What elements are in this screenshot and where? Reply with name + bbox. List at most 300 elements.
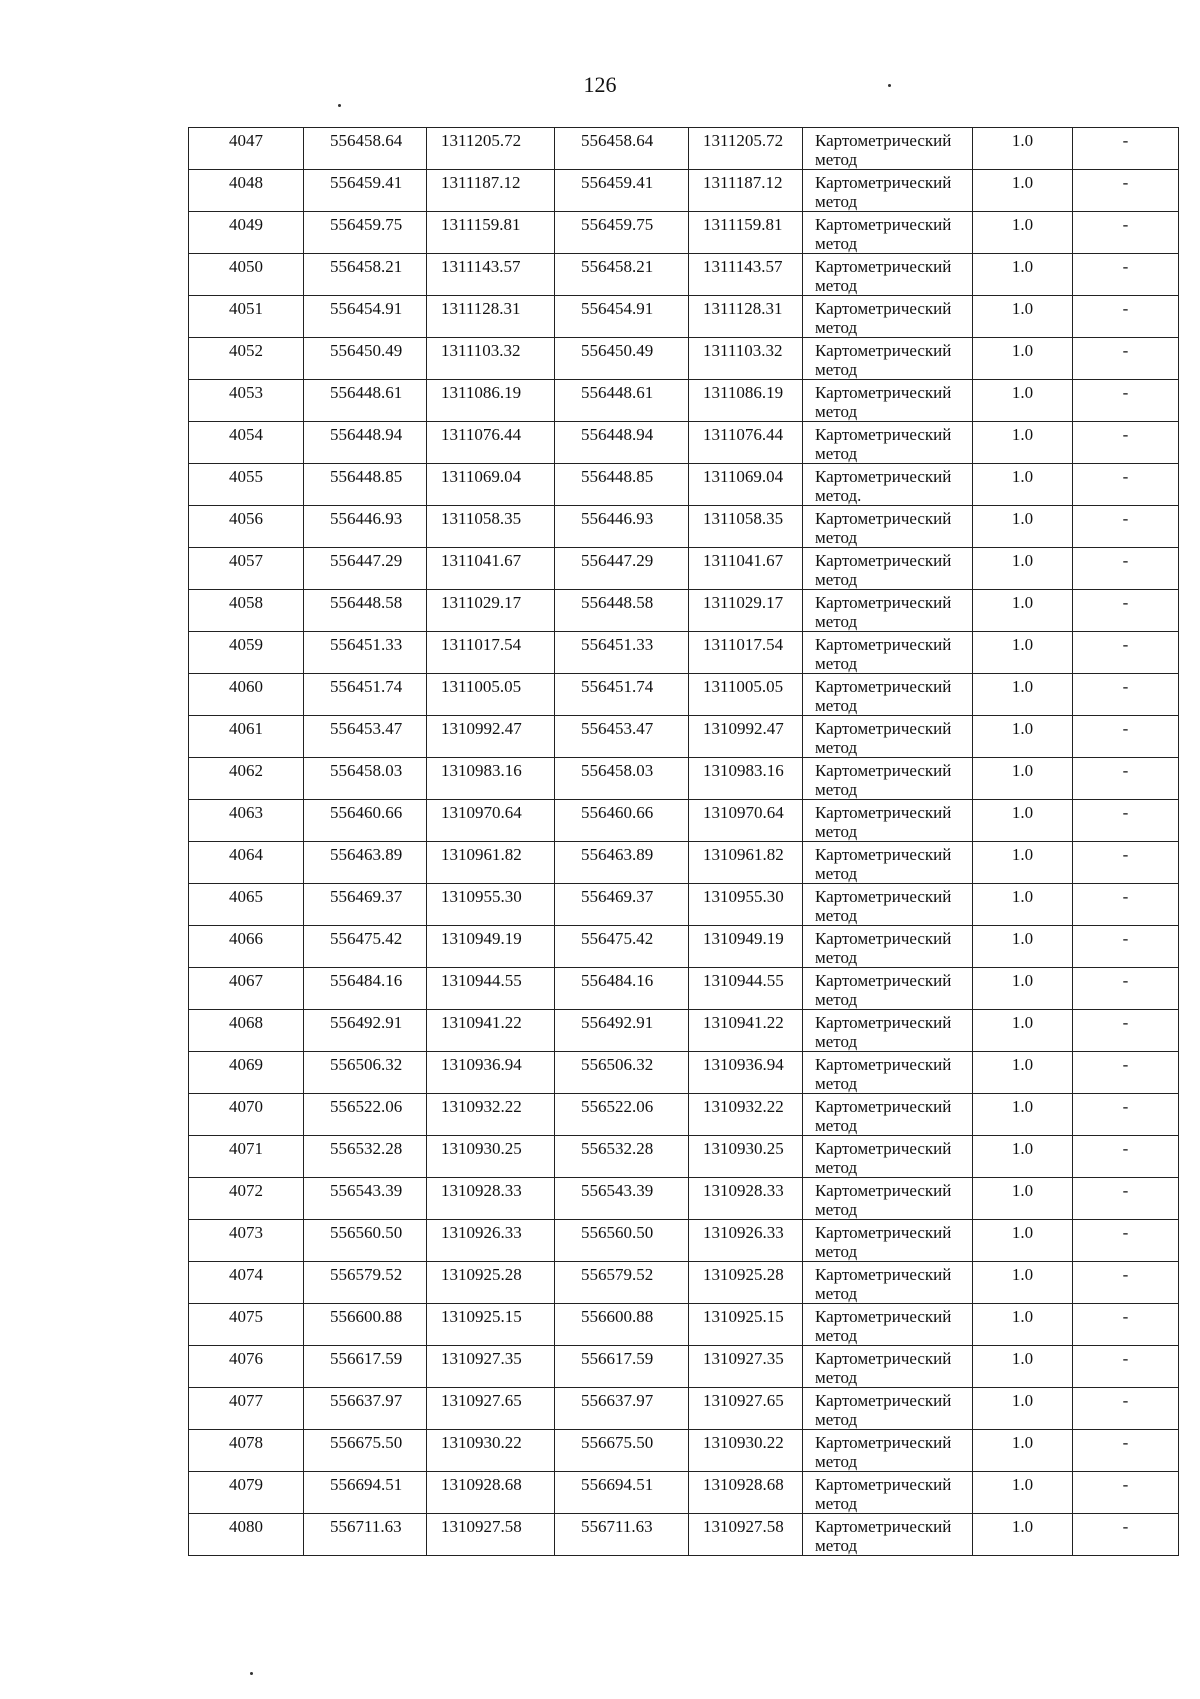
y-specified-cell: 1310944.55: [689, 968, 803, 1010]
x-existing-cell: 556446.93: [304, 506, 427, 548]
accuracy-cell: 1.0: [973, 464, 1073, 506]
accuracy-cell: 1.0: [973, 968, 1073, 1010]
x-specified-cell: 556458.03: [555, 758, 689, 800]
x-existing-cell: 556459.41: [304, 170, 427, 212]
note-cell: -: [1073, 800, 1179, 842]
note-cell: -: [1073, 128, 1179, 170]
point-number-cell: 4052: [189, 338, 304, 380]
y-specified-cell: 1310961.82: [689, 842, 803, 884]
y-specified-cell: 1311205.72: [689, 128, 803, 170]
table-row: [189, 380, 1179, 422]
note-cell: -: [1073, 1136, 1179, 1178]
y-existing-cell: 1311205.72: [427, 128, 555, 170]
note-cell: -: [1073, 1052, 1179, 1094]
y-specified-cell: 1310928.68: [689, 1472, 803, 1514]
y-specified-cell: 1310926.33: [689, 1220, 803, 1262]
x-existing-cell: 556460.66: [304, 800, 427, 842]
y-existing-cell: 1310932.22: [427, 1094, 555, 1136]
accuracy-cell: 1.0: [973, 1514, 1073, 1556]
point-number-cell: 4063: [189, 800, 304, 842]
y-specified-cell: 1310925.28: [689, 1262, 803, 1304]
method-cell: Картометрический метод: [803, 800, 973, 842]
method-cell: Картометрический метод: [803, 1346, 973, 1388]
x-specified-cell: 556448.58: [555, 590, 689, 632]
method-cell: Картометрический метод: [803, 926, 973, 968]
note-cell: -: [1073, 1472, 1179, 1514]
note-cell: -: [1073, 884, 1179, 926]
x-specified-cell: 556637.97: [555, 1388, 689, 1430]
accuracy-cell: 1.0: [973, 422, 1073, 464]
x-existing-cell: 556458.03: [304, 758, 427, 800]
table-row: [189, 884, 1179, 926]
method-cell: Картометрический метод: [803, 1010, 973, 1052]
y-existing-cell: 1310927.65: [427, 1388, 555, 1430]
x-specified-cell: 556448.61: [555, 380, 689, 422]
table-row: [189, 1304, 1179, 1346]
method-cell: Картометрический метод: [803, 128, 973, 170]
x-existing-cell: 556458.21: [304, 254, 427, 296]
point-number-cell: 4054: [189, 422, 304, 464]
table-row: [189, 1178, 1179, 1220]
x-specified-cell: 556532.28: [555, 1136, 689, 1178]
table-row: [189, 716, 1179, 758]
accuracy-cell: 1.0: [973, 506, 1073, 548]
y-specified-cell: 1311017.54: [689, 632, 803, 674]
method-cell: Картометрический метод: [803, 1472, 973, 1514]
method-cell: Картометрический метод: [803, 1262, 973, 1304]
x-existing-cell: 556475.42: [304, 926, 427, 968]
y-existing-cell: 1311128.31: [427, 296, 555, 338]
point-number-cell: 4050: [189, 254, 304, 296]
note-cell: -: [1073, 422, 1179, 464]
method-cell: Картометрический метод: [803, 170, 973, 212]
table-row: [189, 1388, 1179, 1430]
note-cell: -: [1073, 296, 1179, 338]
point-number-cell: 4074: [189, 1262, 304, 1304]
method-cell: Картометрический метод: [803, 506, 973, 548]
accuracy-cell: 1.0: [973, 800, 1073, 842]
method-cell: Картометрический метод: [803, 1052, 973, 1094]
x-existing-cell: 556458.64: [304, 128, 427, 170]
y-existing-cell: 1311058.35: [427, 506, 555, 548]
method-cell: Картометрический метод: [803, 548, 973, 590]
method-cell: Картометрический метод: [803, 758, 973, 800]
note-cell: -: [1073, 632, 1179, 674]
note-cell: -: [1073, 926, 1179, 968]
note-cell: -: [1073, 506, 1179, 548]
y-specified-cell: 1311159.81: [689, 212, 803, 254]
note-cell: -: [1073, 1304, 1179, 1346]
y-specified-cell: 1310955.30: [689, 884, 803, 926]
x-specified-cell: 556694.51: [555, 1472, 689, 1514]
accuracy-cell: 1.0: [973, 128, 1073, 170]
x-specified-cell: 556458.64: [555, 128, 689, 170]
note-cell: -: [1073, 1094, 1179, 1136]
point-number-cell: 4065: [189, 884, 304, 926]
x-existing-cell: 556484.16: [304, 968, 427, 1010]
x-specified-cell: 556484.16: [555, 968, 689, 1010]
x-specified-cell: 556446.93: [555, 506, 689, 548]
y-existing-cell: 1310961.82: [427, 842, 555, 884]
y-specified-cell: 1310992.47: [689, 716, 803, 758]
table-row: [189, 1346, 1179, 1388]
accuracy-cell: 1.0: [973, 1262, 1073, 1304]
note-cell: -: [1073, 1220, 1179, 1262]
table-row: [189, 674, 1179, 716]
point-number-cell: 4049: [189, 212, 304, 254]
table-row: [189, 590, 1179, 632]
point-number-cell: 4053: [189, 380, 304, 422]
method-cell: Картометрический метод: [803, 254, 973, 296]
y-existing-cell: 1311103.32: [427, 338, 555, 380]
point-number-cell: 4058: [189, 590, 304, 632]
y-existing-cell: 1311029.17: [427, 590, 555, 632]
note-cell: -: [1073, 1514, 1179, 1556]
y-existing-cell: 1311076.44: [427, 422, 555, 464]
point-number-cell: 4075: [189, 1304, 304, 1346]
method-cell: Картометрический метод: [803, 716, 973, 758]
note-cell: -: [1073, 1010, 1179, 1052]
method-cell: Картометрический метод: [803, 674, 973, 716]
accuracy-cell: 1.0: [973, 1346, 1073, 1388]
accuracy-cell: 1.0: [973, 1472, 1073, 1514]
accuracy-cell: 1.0: [973, 1094, 1073, 1136]
accuracy-cell: 1.0: [973, 590, 1073, 632]
y-specified-cell: 1310925.15: [689, 1304, 803, 1346]
y-specified-cell: 1311005.05: [689, 674, 803, 716]
note-cell: -: [1073, 590, 1179, 632]
point-number-cell: 4079: [189, 1472, 304, 1514]
table-row: [189, 1472, 1179, 1514]
method-cell: Картометрический метод: [803, 1178, 973, 1220]
point-number-cell: 4070: [189, 1094, 304, 1136]
accuracy-cell: 1.0: [973, 1220, 1073, 1262]
table-row: [189, 968, 1179, 1010]
x-existing-cell: 556600.88: [304, 1304, 427, 1346]
y-existing-cell: 1310983.16: [427, 758, 555, 800]
x-specified-cell: 556451.74: [555, 674, 689, 716]
point-number-cell: 4080: [189, 1514, 304, 1556]
method-cell: Картометрический метод: [803, 380, 973, 422]
x-specified-cell: 556459.75: [555, 212, 689, 254]
accuracy-cell: 1.0: [973, 842, 1073, 884]
y-existing-cell: 1310927.35: [427, 1346, 555, 1388]
x-existing-cell: 556506.32: [304, 1052, 427, 1094]
y-specified-cell: 1310927.65: [689, 1388, 803, 1430]
note-cell: -: [1073, 674, 1179, 716]
accuracy-cell: 1.0: [973, 926, 1073, 968]
y-existing-cell: 1310928.33: [427, 1178, 555, 1220]
accuracy-cell: 1.0: [973, 1052, 1073, 1094]
x-specified-cell: 556600.88: [555, 1304, 689, 1346]
method-cell: Картометрический метод: [803, 212, 973, 254]
accuracy-cell: 1.0: [973, 296, 1073, 338]
x-existing-cell: 556454.91: [304, 296, 427, 338]
x-specified-cell: 556450.49: [555, 338, 689, 380]
x-existing-cell: 556637.97: [304, 1388, 427, 1430]
y-specified-cell: 1310970.64: [689, 800, 803, 842]
method-cell: Картометрический метод: [803, 338, 973, 380]
x-existing-cell: 556459.75: [304, 212, 427, 254]
x-specified-cell: 556448.94: [555, 422, 689, 464]
method-cell: Картометрический метод: [803, 842, 973, 884]
y-existing-cell: 1311005.05: [427, 674, 555, 716]
x-existing-cell: 556579.52: [304, 1262, 427, 1304]
table-row: [189, 1010, 1179, 1052]
scan-speck: [250, 1672, 253, 1675]
x-specified-cell: 556458.21: [555, 254, 689, 296]
accuracy-cell: 1.0: [973, 674, 1073, 716]
method-cell: Картометрический метод: [803, 422, 973, 464]
method-cell: Картометрический метод: [803, 1430, 973, 1472]
table-row: [189, 548, 1179, 590]
y-existing-cell: 1310928.68: [427, 1472, 555, 1514]
x-existing-cell: 556560.50: [304, 1220, 427, 1262]
y-existing-cell: 1310927.58: [427, 1514, 555, 1556]
y-specified-cell: 1310949.19: [689, 926, 803, 968]
method-cell: Картометрический метод: [803, 632, 973, 674]
table-row: [189, 1430, 1179, 1472]
point-number-cell: 4057: [189, 548, 304, 590]
x-existing-cell: 556451.33: [304, 632, 427, 674]
note-cell: -: [1073, 338, 1179, 380]
x-specified-cell: 556448.85: [555, 464, 689, 506]
point-number-cell: 4061: [189, 716, 304, 758]
accuracy-cell: 1.0: [973, 1304, 1073, 1346]
y-existing-cell: 1310926.33: [427, 1220, 555, 1262]
note-cell: -: [1073, 170, 1179, 212]
point-number-cell: 4055: [189, 464, 304, 506]
table-row: [189, 506, 1179, 548]
x-existing-cell: 556463.89: [304, 842, 427, 884]
accuracy-cell: 1.0: [973, 254, 1073, 296]
table-row: [189, 1262, 1179, 1304]
x-specified-cell: 556451.33: [555, 632, 689, 674]
y-specified-cell: 1311143.57: [689, 254, 803, 296]
accuracy-cell: 1.0: [973, 1430, 1073, 1472]
accuracy-cell: 1.0: [973, 548, 1073, 590]
x-existing-cell: 556448.61: [304, 380, 427, 422]
y-specified-cell: 1310932.22: [689, 1094, 803, 1136]
y-specified-cell: 1311058.35: [689, 506, 803, 548]
method-cell: Картометрический метод.: [803, 464, 973, 506]
method-cell: Картометрический метод: [803, 1094, 973, 1136]
coordinates-table: [188, 127, 1179, 1556]
point-number-cell: 4069: [189, 1052, 304, 1094]
accuracy-cell: 1.0: [973, 338, 1073, 380]
x-specified-cell: 556459.41: [555, 170, 689, 212]
y-specified-cell: 1310927.35: [689, 1346, 803, 1388]
y-existing-cell: 1310930.25: [427, 1136, 555, 1178]
x-specified-cell: 556617.59: [555, 1346, 689, 1388]
point-number-cell: 4073: [189, 1220, 304, 1262]
x-specified-cell: 556463.89: [555, 842, 689, 884]
method-cell: Картометрический метод: [803, 968, 973, 1010]
x-specified-cell: 556460.66: [555, 800, 689, 842]
y-existing-cell: 1310941.22: [427, 1010, 555, 1052]
x-specified-cell: 556447.29: [555, 548, 689, 590]
method-cell: Картометрический метод: [803, 590, 973, 632]
note-cell: -: [1073, 380, 1179, 422]
y-specified-cell: 1311103.32: [689, 338, 803, 380]
method-cell: Картометрический метод: [803, 884, 973, 926]
method-cell: Картометрический метод: [803, 296, 973, 338]
point-number-cell: 4060: [189, 674, 304, 716]
accuracy-cell: 1.0: [973, 170, 1073, 212]
y-existing-cell: 1310925.28: [427, 1262, 555, 1304]
point-number-cell: 4047: [189, 128, 304, 170]
point-number-cell: 4078: [189, 1430, 304, 1472]
x-existing-cell: 556711.63: [304, 1514, 427, 1556]
table-row: [189, 842, 1179, 884]
y-existing-cell: 1311069.04: [427, 464, 555, 506]
table-row: [189, 926, 1179, 968]
table-row: [189, 1136, 1179, 1178]
y-specified-cell: 1310930.22: [689, 1430, 803, 1472]
x-specified-cell: 556560.50: [555, 1220, 689, 1262]
table-row: [189, 296, 1179, 338]
scan-speck: [888, 84, 891, 87]
accuracy-cell: 1.0: [973, 1010, 1073, 1052]
y-specified-cell: 1311029.17: [689, 590, 803, 632]
accuracy-cell: 1.0: [973, 758, 1073, 800]
y-existing-cell: 1311187.12: [427, 170, 555, 212]
point-number-cell: 4051: [189, 296, 304, 338]
x-specified-cell: 556469.37: [555, 884, 689, 926]
x-existing-cell: 556448.94: [304, 422, 427, 464]
x-specified-cell: 556454.91: [555, 296, 689, 338]
table-row: [189, 1052, 1179, 1094]
table-row: [189, 422, 1179, 464]
point-number-cell: 4064: [189, 842, 304, 884]
y-specified-cell: 1311187.12: [689, 170, 803, 212]
table-row: [189, 212, 1179, 254]
accuracy-cell: 1.0: [973, 884, 1073, 926]
x-existing-cell: 556450.49: [304, 338, 427, 380]
y-specified-cell: 1311128.31: [689, 296, 803, 338]
x-specified-cell: 556453.47: [555, 716, 689, 758]
x-existing-cell: 556675.50: [304, 1430, 427, 1472]
point-number-cell: 4077: [189, 1388, 304, 1430]
x-existing-cell: 556543.39: [304, 1178, 427, 1220]
accuracy-cell: 1.0: [973, 716, 1073, 758]
point-number-cell: 4062: [189, 758, 304, 800]
x-existing-cell: 556451.74: [304, 674, 427, 716]
y-existing-cell: 1311041.67: [427, 548, 555, 590]
y-specified-cell: 1310927.58: [689, 1514, 803, 1556]
point-number-cell: 4066: [189, 926, 304, 968]
y-specified-cell: 1310936.94: [689, 1052, 803, 1094]
y-existing-cell: 1310930.22: [427, 1430, 555, 1472]
point-number-cell: 4056: [189, 506, 304, 548]
x-existing-cell: 556694.51: [304, 1472, 427, 1514]
table-row: [189, 170, 1179, 212]
accuracy-cell: 1.0: [973, 380, 1073, 422]
y-existing-cell: 1310936.94: [427, 1052, 555, 1094]
note-cell: -: [1073, 716, 1179, 758]
note-cell: -: [1073, 968, 1179, 1010]
accuracy-cell: 1.0: [973, 632, 1073, 674]
y-specified-cell: 1310983.16: [689, 758, 803, 800]
point-number-cell: 4067: [189, 968, 304, 1010]
x-existing-cell: 556447.29: [304, 548, 427, 590]
x-existing-cell: 556617.59: [304, 1346, 427, 1388]
y-specified-cell: 1310941.22: [689, 1010, 803, 1052]
point-number-cell: 4076: [189, 1346, 304, 1388]
table-row: [189, 1094, 1179, 1136]
x-existing-cell: 556532.28: [304, 1136, 427, 1178]
point-number-cell: 4072: [189, 1178, 304, 1220]
note-cell: -: [1073, 1262, 1179, 1304]
scan-speck: [338, 104, 341, 107]
point-number-cell: 4068: [189, 1010, 304, 1052]
point-number-cell: 4048: [189, 170, 304, 212]
note-cell: -: [1073, 842, 1179, 884]
table-row: [189, 338, 1179, 380]
method-cell: Картометрический метод: [803, 1136, 973, 1178]
accuracy-cell: 1.0: [973, 1388, 1073, 1430]
point-number-cell: 4059: [189, 632, 304, 674]
x-specified-cell: 556522.06: [555, 1094, 689, 1136]
x-specified-cell: 556506.32: [555, 1052, 689, 1094]
x-specified-cell: 556711.63: [555, 1514, 689, 1556]
y-existing-cell: 1310944.55: [427, 968, 555, 1010]
note-cell: -: [1073, 758, 1179, 800]
x-existing-cell: 556469.37: [304, 884, 427, 926]
method-cell: Картометрический метод: [803, 1514, 973, 1556]
x-existing-cell: 556448.58: [304, 590, 427, 632]
table-row: [189, 254, 1179, 296]
x-existing-cell: 556453.47: [304, 716, 427, 758]
y-existing-cell: 1311159.81: [427, 212, 555, 254]
note-cell: -: [1073, 1430, 1179, 1472]
y-existing-cell: 1310992.47: [427, 716, 555, 758]
table-row: [189, 128, 1179, 170]
accuracy-cell: 1.0: [973, 1136, 1073, 1178]
table-row: [189, 800, 1179, 842]
note-cell: -: [1073, 254, 1179, 296]
y-existing-cell: 1310949.19: [427, 926, 555, 968]
x-existing-cell: 556448.85: [304, 464, 427, 506]
table-row: [189, 1220, 1179, 1262]
note-cell: -: [1073, 212, 1179, 254]
x-specified-cell: 556543.39: [555, 1178, 689, 1220]
y-specified-cell: 1311076.44: [689, 422, 803, 464]
coordinates-table-body: [189, 128, 1179, 1556]
page-number: 126: [583, 72, 617, 97]
table-row: [189, 1514, 1179, 1556]
x-existing-cell: 556492.91: [304, 1010, 427, 1052]
x-existing-cell: 556522.06: [304, 1094, 427, 1136]
y-existing-cell: 1311017.54: [427, 632, 555, 674]
table-row: [189, 464, 1179, 506]
accuracy-cell: 1.0: [973, 1178, 1073, 1220]
note-cell: -: [1073, 548, 1179, 590]
note-cell: -: [1073, 1388, 1179, 1430]
y-specified-cell: 1311041.67: [689, 548, 803, 590]
y-existing-cell: 1311086.19: [427, 380, 555, 422]
y-specified-cell: 1311086.19: [689, 380, 803, 422]
note-cell: -: [1073, 464, 1179, 506]
point-number-cell: 4071: [189, 1136, 304, 1178]
y-existing-cell: 1311143.57: [427, 254, 555, 296]
y-existing-cell: 1310955.30: [427, 884, 555, 926]
x-specified-cell: 556475.42: [555, 926, 689, 968]
table-row: [189, 632, 1179, 674]
x-specified-cell: 556492.91: [555, 1010, 689, 1052]
accuracy-cell: 1.0: [973, 212, 1073, 254]
y-specified-cell: 1310928.33: [689, 1178, 803, 1220]
